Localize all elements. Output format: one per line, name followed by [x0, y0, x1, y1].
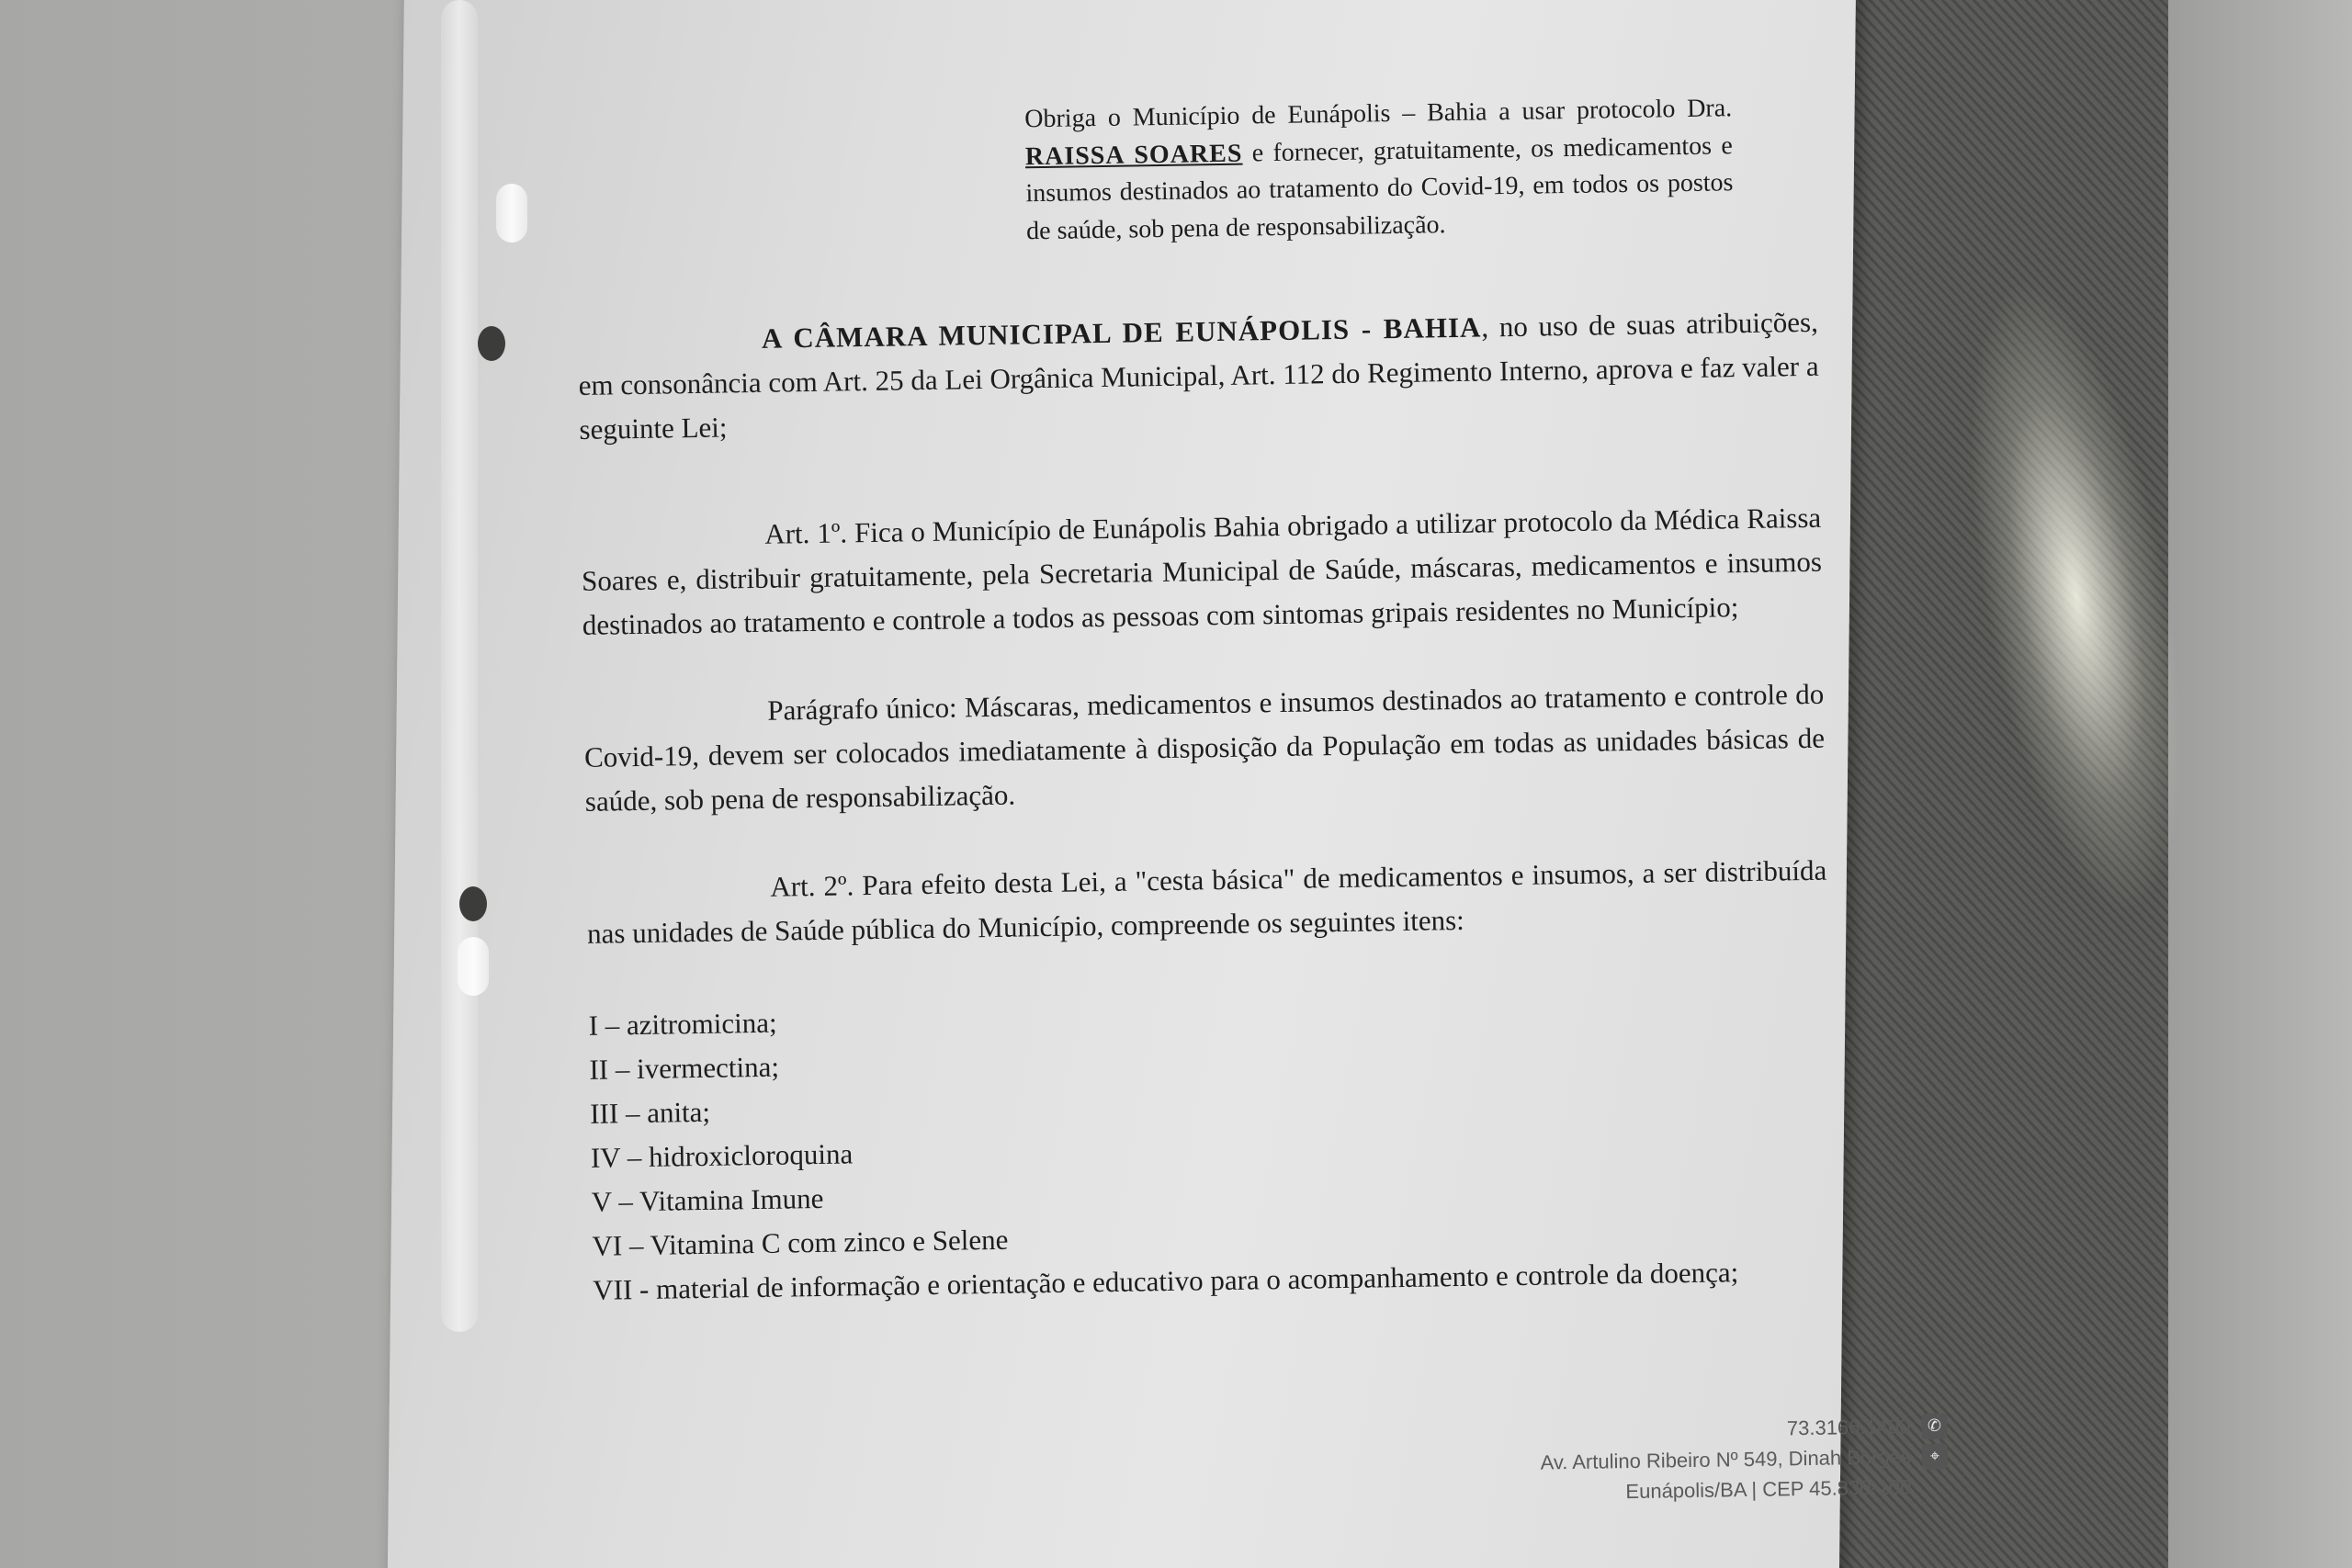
- list-item: II – ivermectina;: [589, 1050, 780, 1086]
- punch-hole: [459, 886, 487, 921]
- punch-hole: [478, 326, 505, 361]
- paragrafo-unico: Parágrafo único: Máscaras, medicamentos e insumos destinados ao tratamento e controle do Covid-19, devem ser colocados imediatamente à disposição da População em todas as unidades básicas de saúde, sob pena de responsabilização.: [583, 677, 1826, 818]
- list-item: III – anita;: [589, 1095, 711, 1130]
- phone-icon: ✆: [1921, 1413, 1947, 1438]
- preamble-heading: A CÂMARA MUNICIPAL DE EUNÁPOLIS - BAHIA: [761, 310, 1482, 355]
- footer-address: Av. Artulino Ribeiro Nº 549, Dinah Borges: [1540, 1445, 1912, 1474]
- letterhead-footer: [1432, 1411, 1948, 1510]
- items-list: [588, 985, 1833, 1313]
- article-1: Art. 1º. Fica o Município de Eunápolis Bahia obrigado a utilizar protocolo da Médica Raissa Soares e, distribuir gratuitamente, pela Secretaria Municipal de Saúde, máscaras, medicamentos e insumos destinados ao tratamento e controle a todos as pessoas com sintomas gripais residentes no Município;: [581, 501, 1823, 641]
- location-pin-icon: ⌖: [1922, 1443, 1948, 1469]
- list-item: V – Vitamina Imune: [591, 1181, 824, 1218]
- footer-phone: 73.3166.1400: [1786, 1415, 1911, 1440]
- list-item: VII - material de informação e orientação e educativo para o acompanhamento e controle da doença;: [592, 1256, 1739, 1307]
- article-2: Art. 2º. Para efeito desta Lei, a "cesta básica" de medicamentos e insumos, a ser distribuída nas unidades de Saúde pública do Município, compreende os seguintes itens:: [586, 853, 1827, 950]
- ementa-name: RAISSA SOARES: [1024, 139, 1243, 171]
- binder-strip: [441, 0, 478, 1332]
- list-item: I – azitromicina;: [588, 1006, 777, 1042]
- list-item: IV – hidroxicloroquina: [590, 1137, 854, 1174]
- footer-city: Eunápolis/BA | CEP 45.830-100: [1625, 1475, 1912, 1504]
- list-item: VI – Vitamina C com zinco e Selene: [592, 1223, 1009, 1262]
- document-text: [574, 89, 1833, 1313]
- ementa: [1024, 90, 1734, 250]
- binder-peg: [458, 937, 489, 996]
- ementa-text: Obriga o Município de Eunápolis – Bahia a usar protocolo Dra.: [1024, 94, 1733, 134]
- preamble: [578, 300, 1820, 452]
- preamble-text: , no uso de suas atribuições, em consonância com Art. 25 da Lei Orgânica Municipal, Art. 112 do Regimento Interno, aprova e faz valer a seguinte Lei;: [578, 306, 1819, 446]
- binder-peg: [496, 184, 527, 243]
- ementa-text-end: e fornecer, gratuitamente, os medicamentos e insumos destinados ao tratamento do Covid-19, em todos os postos de saúde, sob pena de responsabilização.: [1025, 130, 1734, 246]
